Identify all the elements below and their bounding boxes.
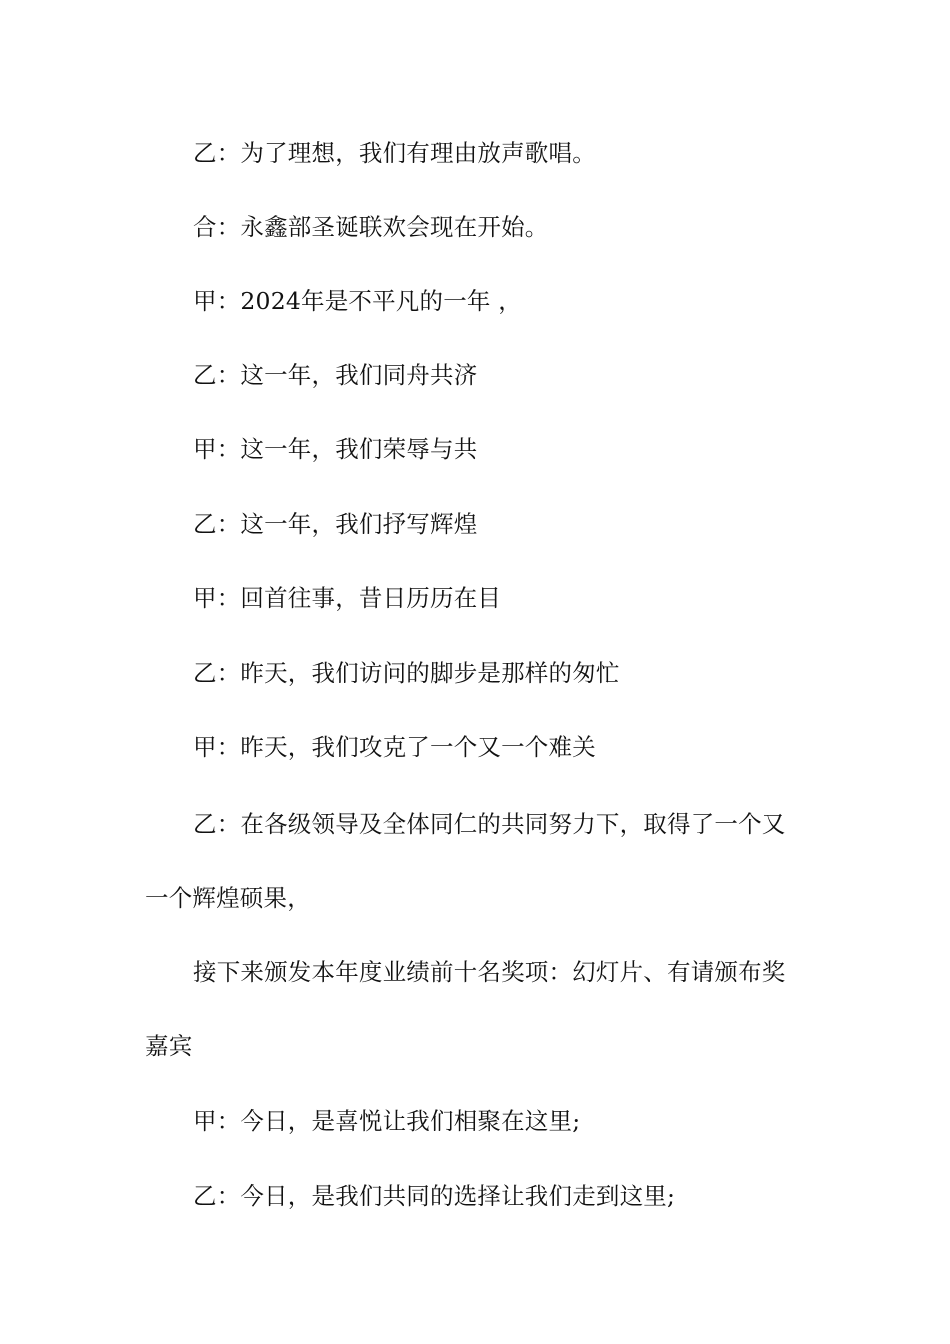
paragraph-11: 接下来颁发本年度业绩前十名奖项：幻灯片、有请颁布奖嘉宾 (145, 958, 786, 1060)
paragraph-2: 合：永鑫部圣诞联欢会现在开始。 (193, 213, 549, 241)
paragraph-8: 乙：昨天，我们访问的脚步是那样的匆忙 (193, 659, 620, 687)
paragraph-1: 乙：为了理想，我们有理由放声歌唱。 (193, 139, 596, 167)
paragraph-10: 乙：在各级领导及全体同仁的共同努力下，取得了一个又一个辉煌硕果， (145, 810, 786, 912)
paragraph-5: 甲：这一年，我们荣辱与共 (193, 435, 478, 463)
paragraph-6: 乙：这一年，我们抒写辉煌 (193, 510, 478, 538)
paragraph-9: 甲：昨天，我们攻克了一个又一个难关 (193, 733, 596, 761)
paragraph-12: 甲：今日，是喜悦让我们相聚在这里; (193, 1107, 581, 1135)
paragraph-13: 乙：今日，是我们共同的选择让我们走到这里; (193, 1182, 676, 1210)
paragraph-4: 乙：这一年，我们同舟共济 (193, 361, 478, 389)
paragraph-3: 甲：2024年是不平凡的一年 ， (193, 287, 522, 315)
paragraph-7: 甲：回首往事，昔日历历在目 (193, 584, 502, 612)
